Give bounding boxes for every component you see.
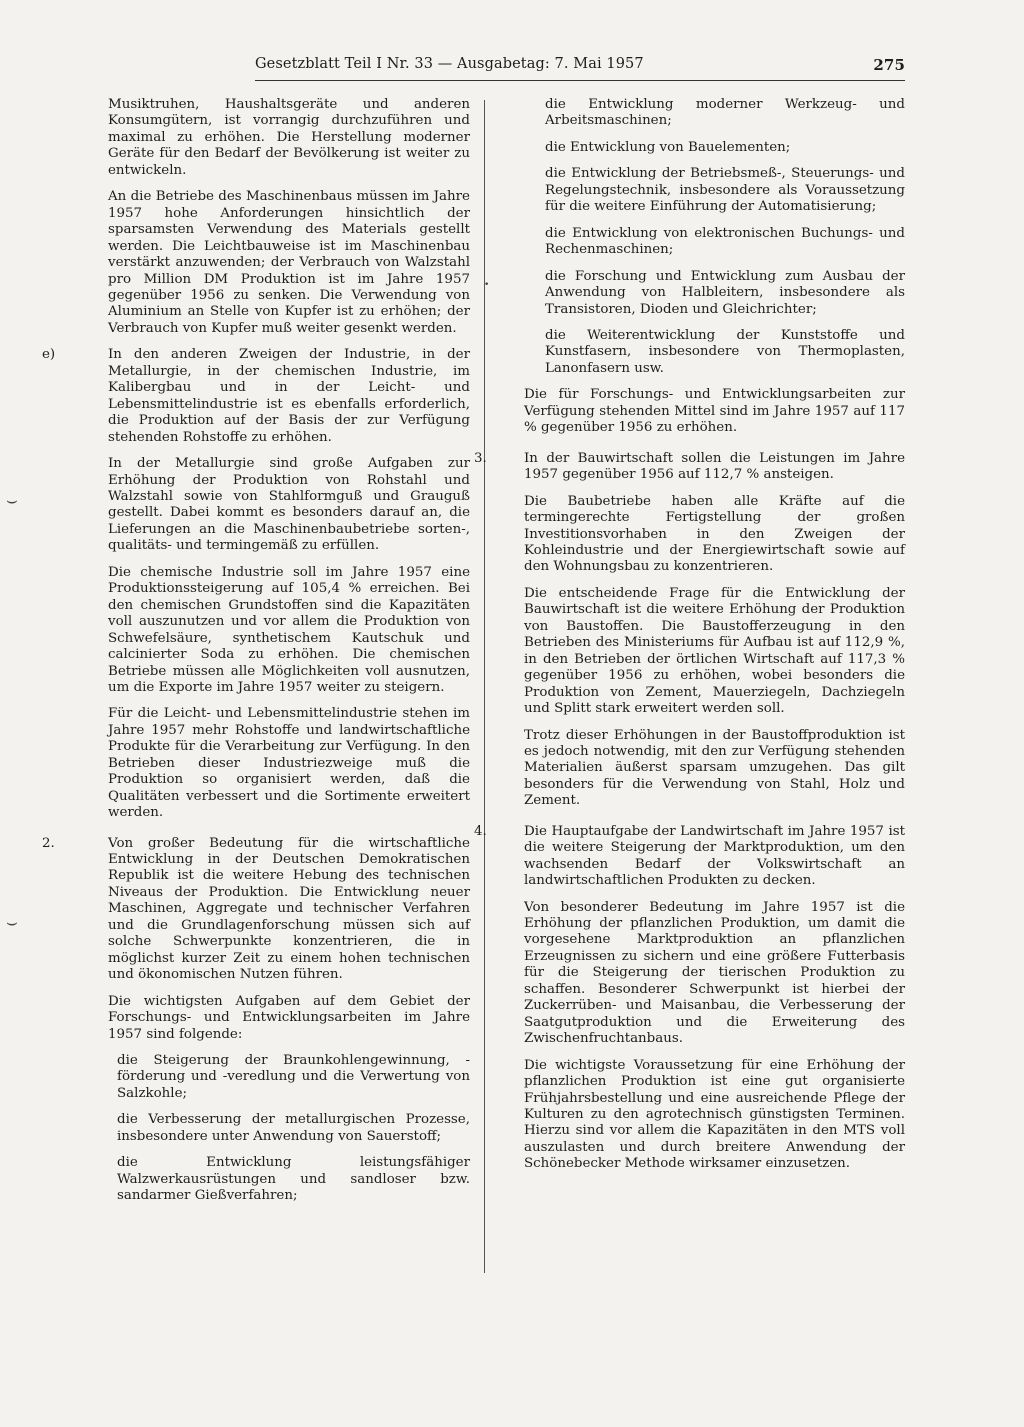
gazette-title: Gesetzblatt Teil I Nr. 33 — Ausgabetag: 7. Mai 1957: [255, 56, 644, 72]
page-header: [255, 56, 905, 80]
paragraph: Die wichtigsten Aufgaben auf dem Gebiet der Forschungs- und Entwicklungsarbeiten im Jahre 1957 sind folgende:: [108, 993, 470, 1042]
list-item: die Verbesserung der metallurgischen Prozesse, insbesondere unter Anwendung von Sauerstoff;: [117, 1112, 470, 1144]
list-item: die Entwicklung von Bauelementen;: [545, 139, 791, 155]
enumerated-paragraph: [474, 450, 905, 484]
paragraph-text: In der Bauwirtschaft sollen die Leistungen im Jahre 1957 gegenüber 1956 auf 112,7 % ansteigen.: [524, 450, 905, 483]
paragraph: Die entscheidende Frage für die Entwicklung der Bauwirtschaft ist die weitere Erhöhung der Produktion von Baustoffen. Die Baustofferzeugung in den Betrieben des Ministeriums für Aufbau ist auf 112,9 %, in den Betrieben der örtlichen Wirtschaft auf 117,3 % gegenüber 1956 zu erhöhen, wobei besonders die Produktion von Zement, Mauerziegeln, Dachziegeln und Splitt stark erweitert werden soll.: [524, 585, 905, 717]
paragraph: Musiktruhen, Haushaltsgeräte und anderen Konsumgütern, ist vorrangig durchzuführen und maximal zu erhöhen. Die Herstellung moderner Geräte für den Bedarf der Bevölkerung ist weiter zu entwickeln.: [108, 97, 470, 178]
paragraph-text: Von großer Bedeutung für die wirtschaftliche Entwicklung in der Deutschen Demokratischen Republik ist die weitere Hebung des technischen Niveaus der Produktion. Die Entwicklung neuer Maschinen, Aggregate und technischer Verfahren und die Grundlagenforschung müssen sich auf solche Schwerpunkte konzentrieren, die in möglichst kurzer Zeit zu einem hohen technischen und ökonomischen Nutzen führen.: [108, 835, 470, 983]
list-item: die Entwicklung moderner Werkzeug- und Arbeitsmaschinen;: [545, 97, 905, 129]
list-item: die Steigerung der Braunkohlengewinnung, -förderung und -veredlung und die Verwertung von Salzkohle;: [117, 1053, 470, 1101]
paragraph: Die Baubetriebe haben alle Kräfte auf die termingerechte Fertigstellung der großen Investitionsvorhaben in den Zweigen der Kohleindustrie und der Energiewirtschaft sowie auf den Wohnungsbau zu konzentrieren.: [524, 493, 905, 575]
paragraph: Die chemische Industrie soll im Jahre 1957 eine Produktionssteigerung auf 105,4 % erreichen. Bei den chemischen Grundstoffen sind die Kapazitäten voll auszunutzen und vor allem die Produktion von Schwefelsäure, synthetischem Kautschuk und calcinierter Soda zu erhöhen. Die chemischen Betriebe müssen alle Möglichkeiten voll ausnutzen, um die Exporte im Jahre 1957 weiter zu steigern.: [108, 564, 470, 695]
page-number: 275: [873, 56, 905, 74]
enumerated-paragraph: [42, 347, 470, 446]
right-column: [474, 97, 905, 1173]
column-divider: [484, 100, 485, 1273]
paragraph: In der Metallurgie sind große Aufgaben zur Erhöhung der Produktion von Rohstahl und Walzstahl sowie von Stahlformguß und Grauguß gestellt. Dabei kommt es besonders darauf an, die Lieferungen an die Maschinenbaubetriebe sorten-, qualitäts- und termingemäß zu erfüllen.: [108, 456, 470, 554]
list-item: die Forschung und Entwicklung zum Ausbau der Anwendung von Halbleitern, insbesondere als Transistoren, Dioden und Gleichrichter;: [545, 268, 905, 317]
paragraph: Trotz dieser Erhöhungen in der Baustoffproduktion ist es jedoch notwendig, mit den zur Verfügung stehenden Materialien äußerst sparsam umzugehen. Das gilt besonders für die Verwendung von Stahl, Holz und Zement.: [524, 727, 905, 809]
paragraph-text: In den anderen Zweigen der Industrie, in der Metallurgie, in der chemischen Industrie, im Kalibergbau und in der Leicht- und Lebensmittelindustrie ist es ebenfalls erforderlich, die Produktion auf der Basis der zur Verfügung stehenden Rohstoffe zu erhöhen.: [108, 347, 470, 445]
enum-label: 4.: [474, 823, 487, 839]
list-item: die Weiterentwicklung der Kunststoffe und Kunstfasern, insbesondere von Thermoplasten, Lanonfasern usw.: [545, 327, 905, 376]
enum-label: 3.: [474, 450, 487, 466]
margin-pencil-mark: ⌣: [6, 912, 18, 933]
paragraph: An die Betriebe des Maschinenbaus müssen im Jahre 1957 hohe Anforderungen hinsichtlich der sparsamsten Verwendung des Materials gestellt werden. Die Leichtbauweise ist im Maschinenbau verstärkt anzuwenden; der Verbrauch von Walzstahl pro Million DM Produktion ist im Jahre 1957 gegenüber 1956 zu senken. Die Verwendung von Aluminium an Stelle von Kupfer ist zu erhöhen; der Verbrauch von Kupfer muß weiter gesenkt werden.: [108, 189, 470, 336]
enum-label: e): [42, 347, 56, 363]
paragraph: Die für Forschungs- und Entwicklungsarbeiten zur Verfügung stehenden Mittel sind im Jahre 1957 auf 117 % gegenüber 1956 zu erhöhen.: [524, 387, 905, 436]
left-column: [42, 97, 470, 1205]
enumerated-paragraph: [474, 823, 905, 890]
list-item: die Entwicklung von elektronischen Buchungs- und Rechenmaschinen;: [545, 225, 905, 258]
paragraph: Für die Leicht- und Lebensmittelindustrie stehen im Jahre 1957 mehr Rohstoffe und landwirtschaftliche Produkte für die Verarbeitung zur Verfügung. In den Betrieben dieser Industriezweige muß die Produktion so organisiert werden, daß die Qualitäten verbessert und die Sortimente erweitert werden.: [108, 706, 470, 821]
margin-pencil-mark: ⌣: [6, 490, 18, 511]
list-item: die Entwicklung leistungsfähiger Walzwerkausrüstungen und sandloser bzw. sandarmer Gießverfahren;: [117, 1155, 470, 1204]
enumerated-paragraph: [42, 835, 470, 984]
enum-label: 2.: [42, 835, 55, 851]
paragraph: Die wichtigste Voraussetzung für eine Erhöhung der pflanzlichen Produktion ist eine gut organisierte Frühjahrsbestellung und eine ausreichende Pflege der Kulturen zu den agrotechnisch günstigsten Terminen. Hierzu sind vor allem die Kapazitäten in den MTS voll auszulasten und durch breitere Anwendung der Schönebecker Methode wirksamer einzusetzen.: [524, 1057, 905, 1172]
margin-dot: •: [484, 280, 490, 290]
paragraph: Von besonderer Bedeutung im Jahre 1957 ist die Erhöhung der pflanzlichen Produktion, um damit die vorgesehene Marktproduktion an pflanzlichen Erzeugnissen zu sichern und eine größere Futterbasis für die Steigerung der tierischen Produktion zu schaffen. Besonderer Schwerpunkt ist hierbei der Zuckerrüben- und Maisanbau, die Verbesserung der Saatgutproduktion und die Erweiterung des Zwischenfruchtanbaus.: [524, 899, 905, 1047]
header-rule: [255, 80, 905, 81]
paragraph-text: Die Hauptaufgabe der Landwirtschaft im Jahre 1957 ist die weitere Steigerung der Marktproduktion, um den wachsenden Bedarf der Volkswirtschaft an landwirtschaftlichen Produkten zu decken.: [524, 823, 905, 889]
list-item: die Entwicklung der Betriebsmeß-, Steuerungs- und Regelungstechnik, insbesondere als Voraussetzung für die weitere Einführung der Automatisierung;: [545, 166, 905, 215]
